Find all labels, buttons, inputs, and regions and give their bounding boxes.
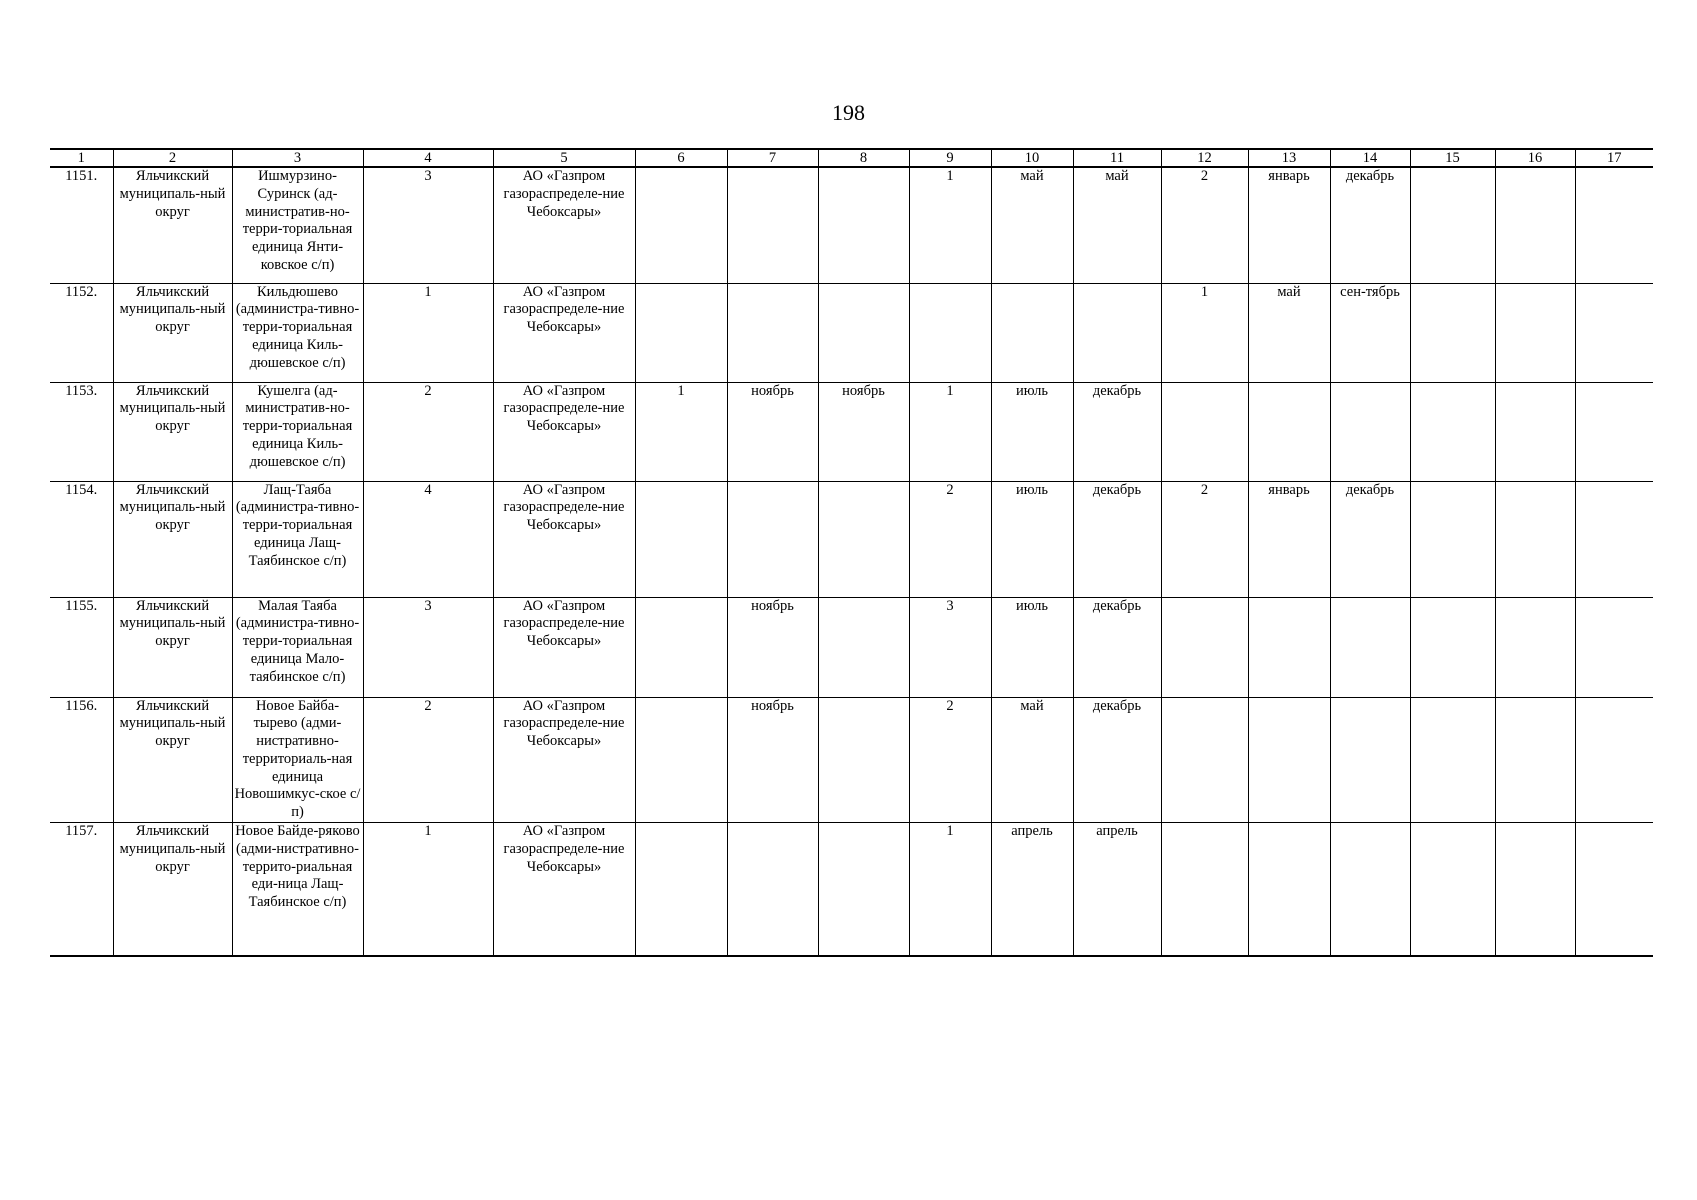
cell-col-7	[727, 167, 818, 283]
cell-col-5: АО «Газпром газораспределе-ние Чебоксары»	[493, 597, 635, 697]
cell-col-14: декабрь	[1330, 481, 1410, 597]
cell-col-7	[727, 823, 818, 956]
cell-col-13	[1248, 597, 1330, 697]
cell-col-8	[818, 167, 909, 283]
column-header-7: 7	[727, 149, 818, 167]
column-header-6: 6	[635, 149, 727, 167]
cell-col-6	[635, 283, 727, 382]
cell-col-6: 1	[635, 382, 727, 481]
cell-col-2: Яльчикский муниципаль-ный округ	[113, 167, 232, 283]
data-table	[50, 148, 1653, 957]
cell-col-9: 2	[909, 697, 991, 823]
table-body	[50, 167, 1653, 956]
cell-col-7: ноябрь	[727, 697, 818, 823]
column-header-5: 5	[493, 149, 635, 167]
cell-col-13: январь	[1248, 481, 1330, 597]
cell-col-4: 4	[363, 481, 493, 597]
cell-col-16	[1495, 481, 1575, 597]
cell-col-15	[1410, 382, 1495, 481]
cell-col-14	[1330, 823, 1410, 956]
cell-col-14	[1330, 697, 1410, 823]
column-header-13: 13	[1248, 149, 1330, 167]
cell-col-7	[727, 283, 818, 382]
cell-col-14	[1330, 597, 1410, 697]
cell-col-17	[1575, 382, 1653, 481]
cell-col-13: январь	[1248, 167, 1330, 283]
cell-col-16	[1495, 167, 1575, 283]
cell-col-10: июль	[991, 597, 1073, 697]
cell-col-15	[1410, 481, 1495, 597]
cell-col-9	[909, 283, 991, 382]
cell-col-10: май	[991, 697, 1073, 823]
table-row	[50, 697, 1653, 823]
cell-col-4: 2	[363, 382, 493, 481]
page-number: 198	[832, 100, 865, 125]
table-row	[50, 382, 1653, 481]
cell-col-15	[1410, 167, 1495, 283]
cell-col-4: 3	[363, 167, 493, 283]
cell-col-1: 1154.	[50, 481, 113, 597]
column-header-8: 8	[818, 149, 909, 167]
cell-col-10: июль	[991, 382, 1073, 481]
cell-col-17	[1575, 481, 1653, 597]
cell-col-3: Новое Байба-тырево (адми-нистративно-территориаль-ная единица Новошимкус-ское с/п)	[232, 697, 363, 823]
cell-col-11: декабрь	[1073, 382, 1161, 481]
cell-col-16	[1495, 697, 1575, 823]
cell-col-1: 1157.	[50, 823, 113, 956]
cell-col-9: 2	[909, 481, 991, 597]
cell-col-3: Лащ-Таяба (администра-тивно-терри-ториальная единица Лащ-Таябинское с/п)	[232, 481, 363, 597]
header-row	[50, 149, 1653, 167]
cell-col-7	[727, 481, 818, 597]
cell-col-14	[1330, 382, 1410, 481]
cell-col-10: апрель	[991, 823, 1073, 956]
column-header-16: 16	[1495, 149, 1575, 167]
cell-col-11: декабрь	[1073, 697, 1161, 823]
cell-col-13: май	[1248, 283, 1330, 382]
cell-col-13	[1248, 697, 1330, 823]
cell-col-12	[1161, 597, 1248, 697]
cell-col-8	[818, 283, 909, 382]
cell-col-2: Яльчикский муниципаль-ный округ	[113, 481, 232, 597]
table-row	[50, 597, 1653, 697]
cell-col-16	[1495, 823, 1575, 956]
cell-col-3: Кушелга (ад-министратив-но-терри-ториальная единица Киль-дюшевское с/п)	[232, 382, 363, 481]
cell-col-12	[1161, 823, 1248, 956]
cell-col-15	[1410, 597, 1495, 697]
cell-col-6	[635, 481, 727, 597]
cell-col-1: 1151.	[50, 167, 113, 283]
cell-col-6	[635, 697, 727, 823]
cell-col-16	[1495, 382, 1575, 481]
cell-col-6	[635, 597, 727, 697]
cell-col-13	[1248, 823, 1330, 956]
cell-col-3: Новое Байде-ряково (адми-нистративно-террито-риальная еди-ница Лащ-Таябинское с/п)	[232, 823, 363, 956]
cell-col-4: 1	[363, 823, 493, 956]
column-header-14: 14	[1330, 149, 1410, 167]
cell-col-11: декабрь	[1073, 597, 1161, 697]
column-header-4: 4	[363, 149, 493, 167]
cell-col-16	[1495, 597, 1575, 697]
cell-col-9: 3	[909, 597, 991, 697]
column-header-17: 17	[1575, 149, 1653, 167]
cell-col-12	[1161, 382, 1248, 481]
cell-col-11: декабрь	[1073, 481, 1161, 597]
cell-col-1: 1155.	[50, 597, 113, 697]
cell-col-11: апрель	[1073, 823, 1161, 956]
cell-col-6	[635, 167, 727, 283]
cell-col-4: 3	[363, 597, 493, 697]
column-header-9: 9	[909, 149, 991, 167]
table-row	[50, 283, 1653, 382]
cell-col-17	[1575, 167, 1653, 283]
cell-col-7: ноябрь	[727, 382, 818, 481]
cell-col-6	[635, 823, 727, 956]
table-row	[50, 167, 1653, 283]
cell-col-8: ноябрь	[818, 382, 909, 481]
cell-col-12: 2	[1161, 167, 1248, 283]
cell-col-9: 1	[909, 823, 991, 956]
cell-col-2: Яльчикский муниципаль-ный округ	[113, 597, 232, 697]
cell-col-8	[818, 481, 909, 597]
cell-col-17	[1575, 597, 1653, 697]
cell-col-2: Яльчикский муниципаль-ный округ	[113, 823, 232, 956]
column-header-11: 11	[1073, 149, 1161, 167]
cell-col-11	[1073, 283, 1161, 382]
cell-col-5: АО «Газпром газораспределе-ние Чебоксары»	[493, 283, 635, 382]
cell-col-5: АО «Газпром газораспределе-ние Чебоксары»	[493, 481, 635, 597]
cell-col-12	[1161, 697, 1248, 823]
cell-col-17	[1575, 283, 1653, 382]
column-header-15: 15	[1410, 149, 1495, 167]
cell-col-3: Малая Таяба (администра-тивно-терри-ториальная единица Мало-таябинское с/п)	[232, 597, 363, 697]
cell-col-17	[1575, 823, 1653, 956]
cell-col-8	[818, 823, 909, 956]
cell-col-17	[1575, 697, 1653, 823]
cell-col-7: ноябрь	[727, 597, 818, 697]
column-header-1: 1	[50, 149, 113, 167]
column-header-2: 2	[113, 149, 232, 167]
cell-col-5: АО «Газпром газораспределе-ние Чебоксары»	[493, 382, 635, 481]
cell-col-15	[1410, 697, 1495, 823]
cell-col-10: май	[991, 167, 1073, 283]
cell-col-2: Яльчикский муниципаль-ный округ	[113, 697, 232, 823]
cell-col-16	[1495, 283, 1575, 382]
cell-col-2: Яльчикский муниципаль-ный округ	[113, 283, 232, 382]
cell-col-1: 1153.	[50, 382, 113, 481]
cell-col-8	[818, 697, 909, 823]
cell-col-15	[1410, 823, 1495, 956]
cell-col-3: Ишмурзино-Суринск (ад-министратив-но-терри-ториальная единица Янти-ковское с/п)	[232, 167, 363, 283]
column-header-12: 12	[1161, 149, 1248, 167]
cell-col-4: 2	[363, 697, 493, 823]
cell-col-4: 1	[363, 283, 493, 382]
cell-col-9: 1	[909, 382, 991, 481]
cell-col-5: АО «Газпром газораспределе-ние Чебоксары»	[493, 697, 635, 823]
table-row	[50, 823, 1653, 956]
cell-col-12: 2	[1161, 481, 1248, 597]
cell-col-12: 1	[1161, 283, 1248, 382]
cell-col-11: май	[1073, 167, 1161, 283]
cell-col-2: Яльчикский муниципаль-ный округ	[113, 382, 232, 481]
cell-col-10: июль	[991, 481, 1073, 597]
column-header-3: 3	[232, 149, 363, 167]
cell-col-14: декабрь	[1330, 167, 1410, 283]
cell-col-1: 1156.	[50, 697, 113, 823]
cell-col-14: сен-тябрь	[1330, 283, 1410, 382]
cell-col-8	[818, 597, 909, 697]
cell-col-9: 1	[909, 167, 991, 283]
cell-col-5: АО «Газпром газораспределе-ние Чебоксары»	[493, 823, 635, 956]
table-row	[50, 481, 1653, 597]
cell-col-3: Кильдюшево (администра-тивно-терри-ториальная единица Киль-дюшевское с/п)	[232, 283, 363, 382]
column-header-10: 10	[991, 149, 1073, 167]
cell-col-10	[991, 283, 1073, 382]
cell-col-5: АО «Газпром газораспределе-ние Чебоксары»	[493, 167, 635, 283]
cell-col-13	[1248, 382, 1330, 481]
cell-col-1: 1152.	[50, 283, 113, 382]
cell-col-15	[1410, 283, 1495, 382]
